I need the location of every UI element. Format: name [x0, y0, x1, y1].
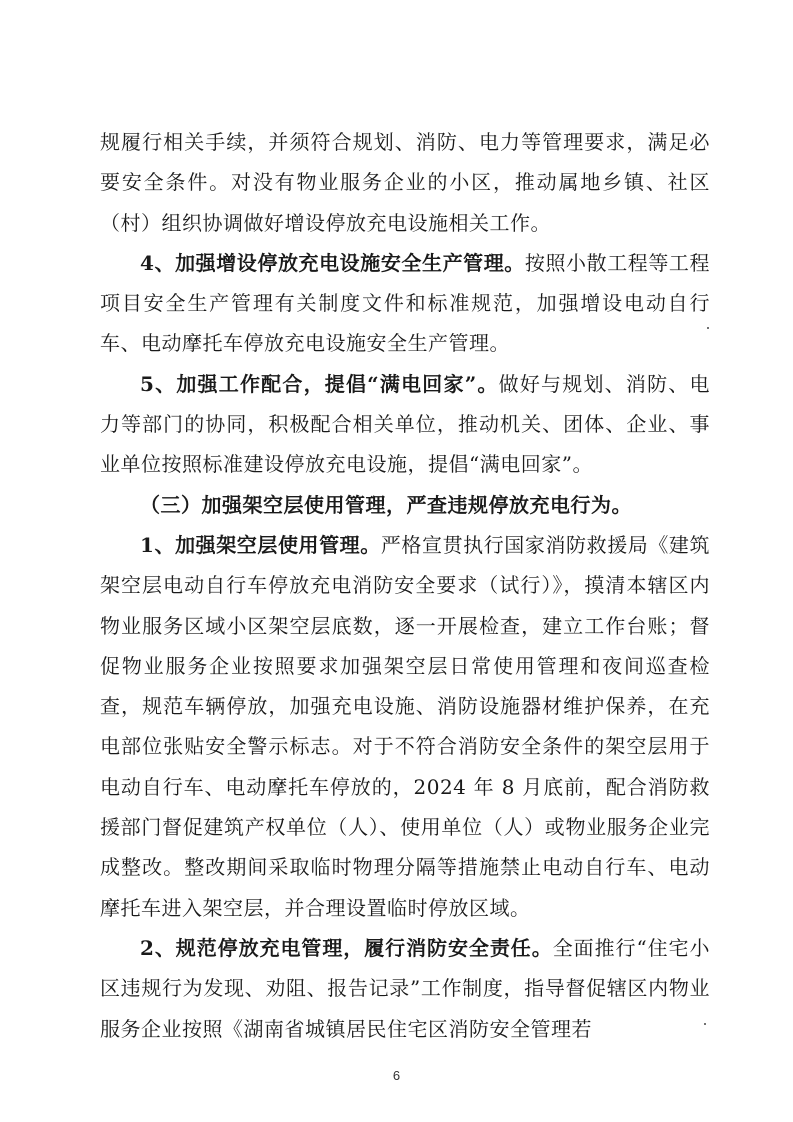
- paragraph-text: 严格宣贯执行国家消防救援局《建筑架空层电动自行车停放充电消防安全要求（试行）》，摸清本辖区内物业服务区域小区架空层底数，逐一开展检查，建立工作台账；督促物业服务企业按照要求加强架空层日常使用管理和夜间巡查检查，规范车辆停放，加强充电设施、消防设施器材维护保养，在充电部位张贴安全警示标志。对于不符合消防安全条件的架空层用于电动自行车、电动摩托车停放的，2024 年 8 月底前，配合消防救援部门督促建筑产权单位（人）、使用单位（人）或物业服务企业完成整改。整改期间采取临时物理分隔等措施禁止电动自行车、电动摩托车进入架空层，并合理设置临时停放区域。: [100, 532, 710, 920]
- paragraph-text: 按照小散工程等工程项目安全生产管理有关制度文件和标准规范，加强增设电动自行车、电动摩托车停放充电设施安全生产管理。: [100, 250, 711, 356]
- paragraph-text: 规履行相关手续，并须符合规划、消防、电力等管理要求，满足必要安全条件。对没有物业服务企业的小区，推动属地乡镇、社区（村）组织协调做好增设停放充电设施相关工作。: [100, 130, 710, 235]
- paragraph-text: 做好与规划、消防、电力等部门的协同，积极配合相关单位，推动机关、团体、企业、事业单位按照标准建设停放充电设施，提倡“满电回家”。: [100, 371, 710, 477]
- paragraph-text: 全面推行“住宅小区违规行为发现、劝阻、报告记录”工作制度，指导督促辖区内物业服务企业按照《湖南省城镇居民住宅区消防安全管理若: [100, 935, 710, 1041]
- paragraph-item-4: [100, 243, 710, 364]
- section-heading: （三）加强架空层使用管理，严查违规停放充电行为。: [140, 492, 632, 517]
- paragraph-lead: 2、规范停放充电管理，履行消防安全责任。: [140, 935, 553, 960]
- paragraph-continued: [100, 122, 710, 243]
- paragraph-item-2: [100, 928, 710, 1049]
- document-body: [100, 122, 710, 1049]
- paragraph-lead: 1、加强架空层使用管理。: [140, 532, 381, 557]
- paragraph-lead: 5、加强工作配合，提倡“满电回家”。: [140, 371, 499, 396]
- scan-speck: [707, 327, 709, 329]
- scan-speck: [704, 1023, 706, 1025]
- paragraph-item-1: [100, 525, 710, 928]
- paragraph-item-5: [100, 364, 710, 485]
- paragraph-lead: 4、加强增设停放充电设施安全生产管理。: [140, 250, 525, 275]
- page-number: 6: [392, 1068, 401, 1083]
